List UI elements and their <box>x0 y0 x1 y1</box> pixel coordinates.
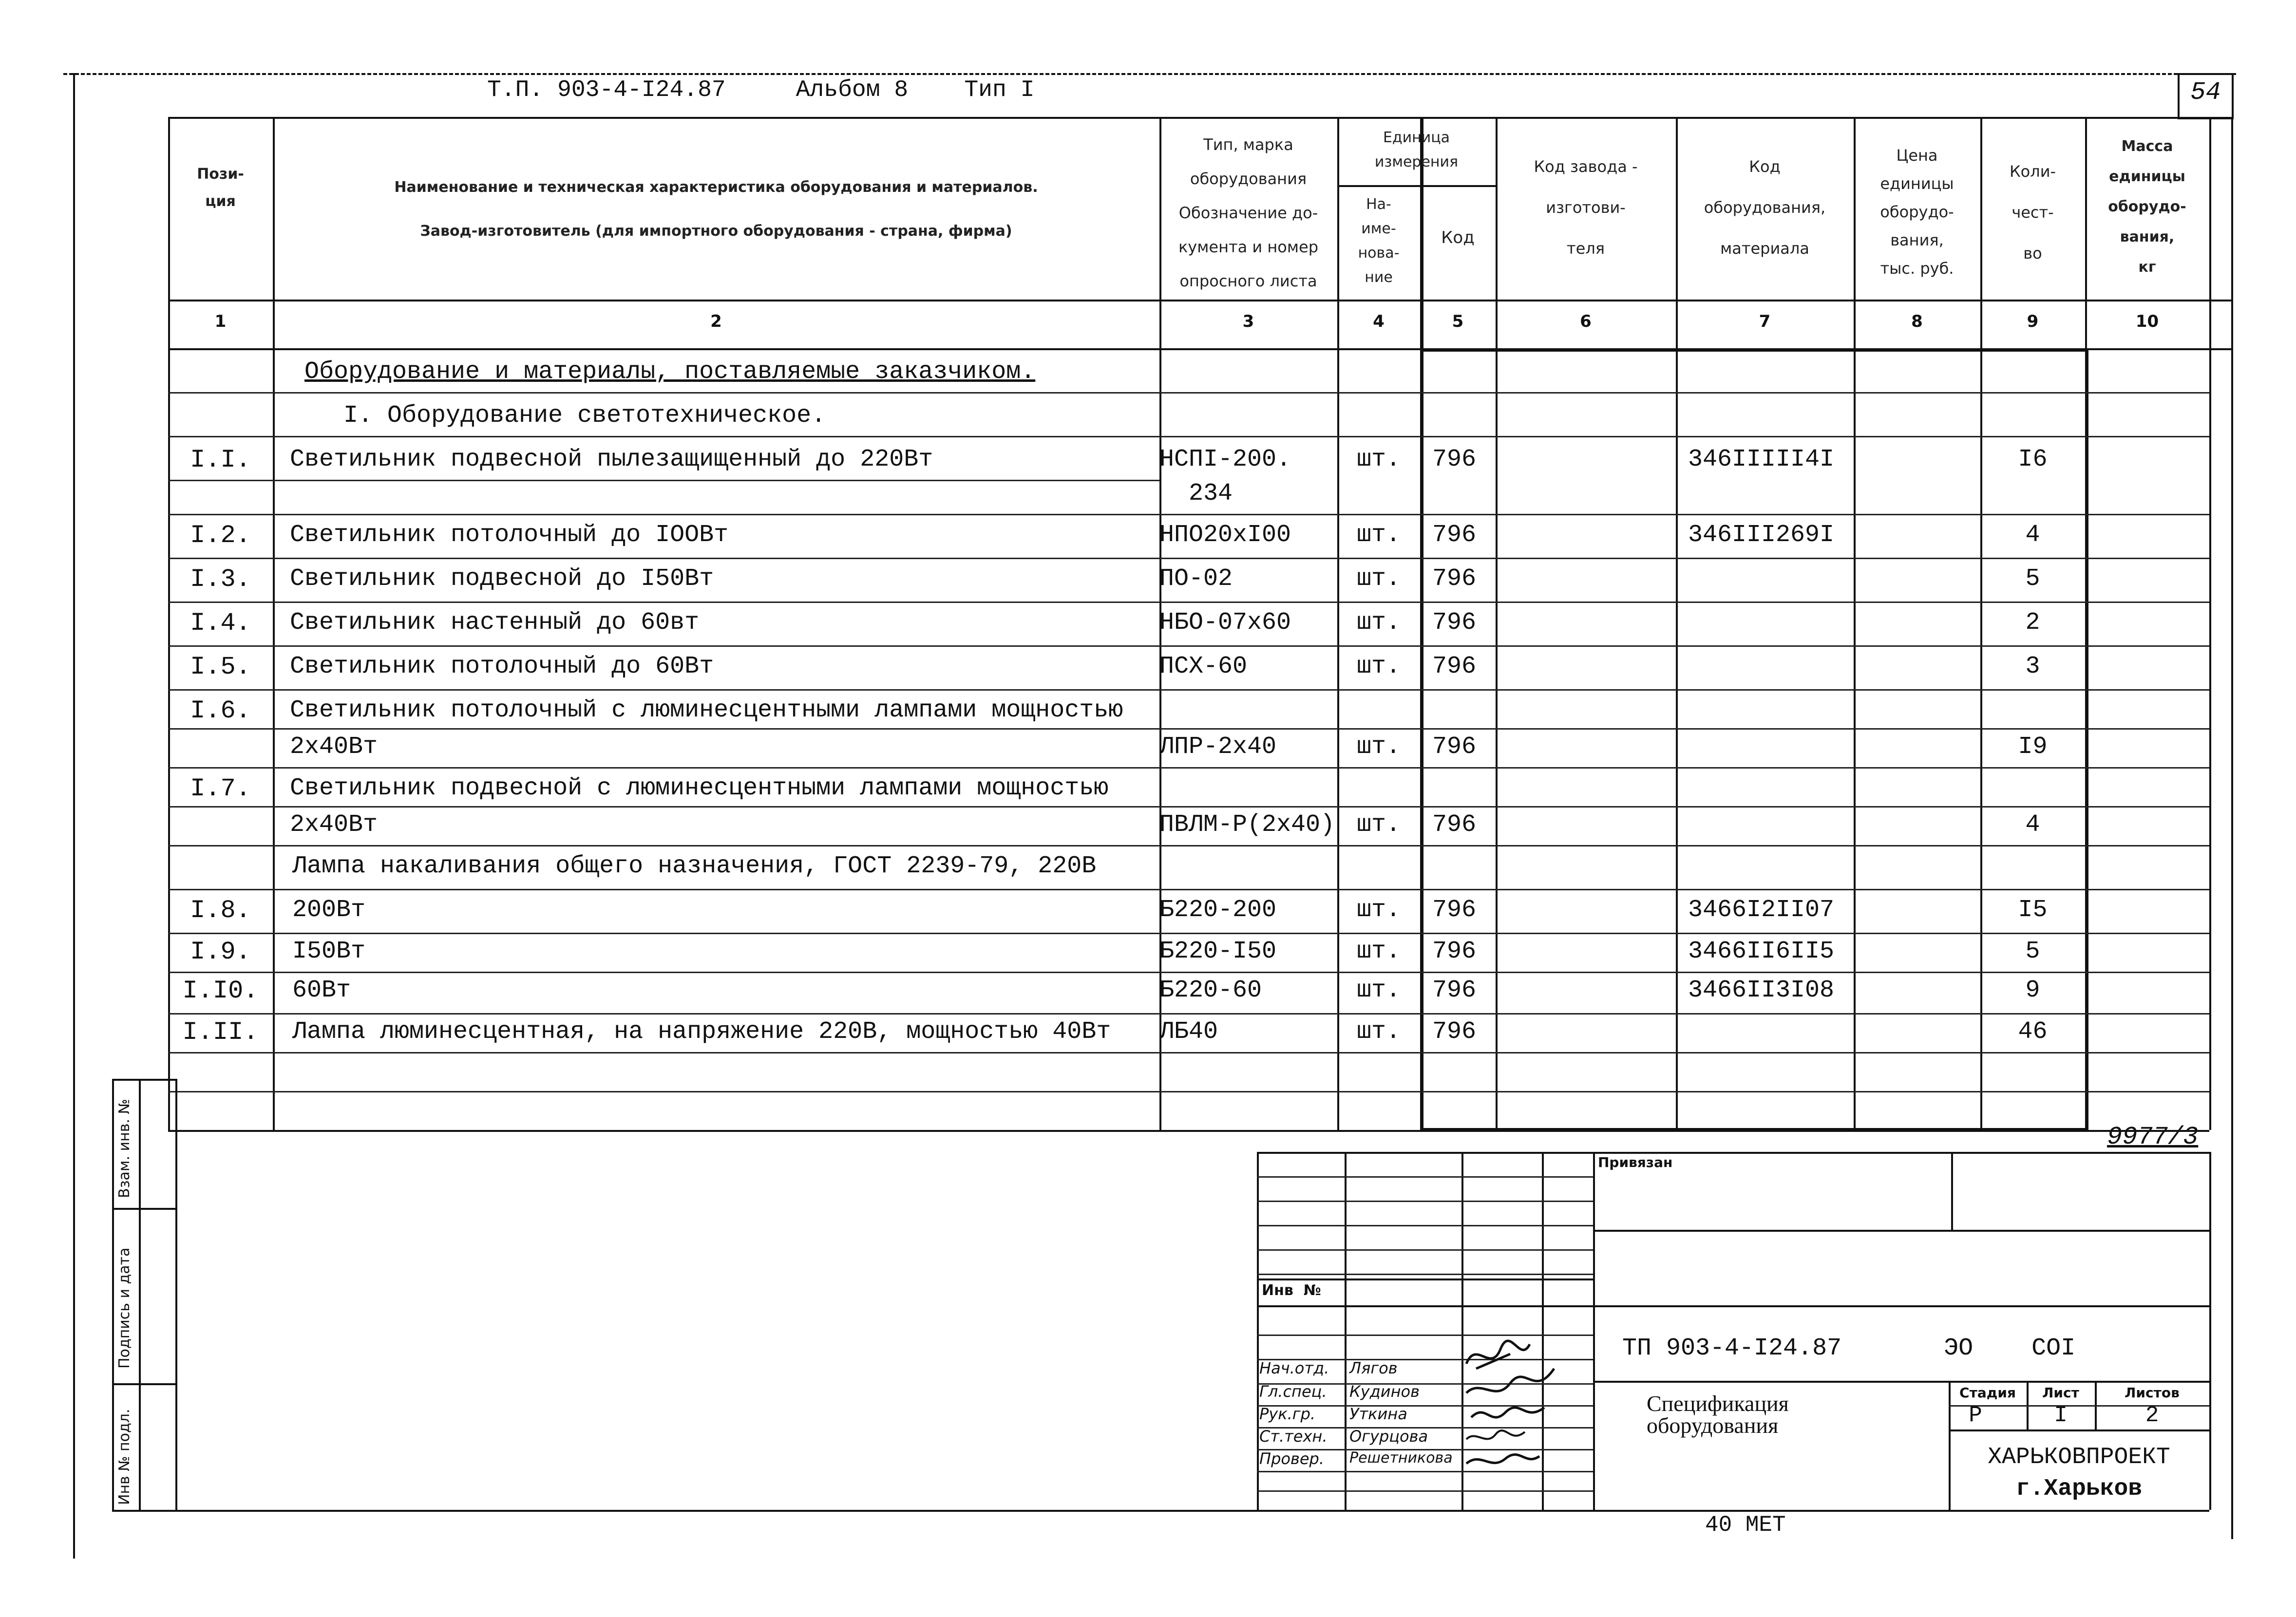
header-col3-line5: опросного листа <box>1179 272 1317 290</box>
row-1-6-name-cont: 2х40Вт <box>290 733 378 761</box>
page-number: 54 <box>2190 78 2221 107</box>
row-1-9-qty: 5 <box>2025 938 2040 965</box>
row-1-11-code: 796 <box>1432 1018 1477 1046</box>
row-line-16 <box>168 1013 2209 1015</box>
tb-signer-role-5: Провер. <box>1259 1449 1324 1468</box>
tb-sig-row13 <box>1257 1490 1593 1492</box>
row-1-1-pos: I.I. <box>190 446 251 474</box>
row-1-10-unit: шт. <box>1356 977 1401 1004</box>
row-1-7-qty: 4 <box>2025 811 2040 839</box>
tb-main-left <box>1593 1152 1595 1510</box>
row-1-10-matcode: 3466II3I08 <box>1688 977 1835 1004</box>
header-col10-line1: Масса <box>2121 138 2173 155</box>
header-col7-line1: Код <box>1749 157 1781 176</box>
header-col3-line2: оборудования <box>1190 169 1307 188</box>
row-1-2-code: 796 <box>1432 521 1477 549</box>
header-col4-line1: На- <box>1366 196 1391 213</box>
signature-scribbles <box>1457 1335 1583 1481</box>
row-1-1-code: 796 <box>1432 446 1477 473</box>
row-1-2-name: Светильник потолочный до IOOВт <box>290 521 729 549</box>
row-1-7-name-cont: 2х40Вт <box>290 811 378 839</box>
header-col3-line3: Обозначение до- <box>1178 204 1318 222</box>
header-col3-line4: кумента и номер <box>1178 238 1319 256</box>
tb-sig-row2 <box>1257 1201 1593 1202</box>
colnum-3: 3 <box>1242 312 1254 331</box>
row-1-6-qty: I9 <box>2018 733 2048 761</box>
header-col6-line1: Код завода - <box>1534 157 1638 176</box>
data-area-top-bold <box>1420 348 2088 352</box>
tb-sig-row3 <box>1257 1225 1593 1226</box>
row-subsection-title: I. Оборудование светотехническое. <box>343 402 826 430</box>
header-col10 <box>2085 132 2209 282</box>
tb-inv-label: Инв № <box>1262 1282 1321 1299</box>
side-stamp-vzam: Взам. инв. № <box>116 1099 133 1198</box>
row-1-5-qty: 3 <box>2025 653 2040 680</box>
side-stamp-top <box>112 1079 175 1081</box>
right-border <box>2231 117 2233 1539</box>
row-1-11-type: ЛБ40 <box>1159 1018 1218 1046</box>
row-line-1 <box>168 392 2209 394</box>
row-line-10 <box>168 767 2209 769</box>
tb-sig-row1 <box>1257 1176 1593 1178</box>
row-section-title: Оборудование и материалы, поставляемые заказчиком. <box>304 358 1036 386</box>
row-1-6-name: Светильник потолочный с люминесцентными лампами мощностью <box>290 696 1123 724</box>
row-1-1-qty: I6 <box>2018 446 2048 473</box>
tb-sig-row4 <box>1257 1249 1593 1251</box>
tb-privyazan-bottom <box>1593 1230 2209 1232</box>
row-1-3-pos: I.3. <box>190 565 251 594</box>
header-col8-line4: вания, <box>1890 231 1944 249</box>
colnum-1: 1 <box>214 312 227 331</box>
bottom-note: 40 МЕТ <box>1705 1512 1786 1538</box>
row-1-6-type: ЛПР-2х40 <box>1159 733 1277 761</box>
header-col5-line1: Код <box>1441 228 1475 247</box>
header-unit-line2: измерения <box>1374 153 1459 170</box>
header-col8 <box>1854 141 1980 282</box>
tb-code-top <box>1593 1305 2209 1307</box>
row-1-8-name: 200Вт <box>292 896 366 924</box>
row-1-7-pos: I.7. <box>190 774 251 803</box>
tb-signer-role-3: Рук.гр. <box>1259 1405 1316 1423</box>
header-unit-line1: Единица <box>1383 129 1450 146</box>
header-col10-line4: вания, <box>2120 228 2175 245</box>
header-bottom-line <box>168 300 2231 301</box>
header-col8-line1: Цена <box>1896 146 1938 165</box>
tb-title-top <box>1593 1381 2209 1383</box>
row-1-9-unit: шт. <box>1356 938 1401 965</box>
header-col1-line1: Пози- <box>197 166 244 183</box>
row-1-8-matcode: 3466I2II07 <box>1688 896 1835 924</box>
tb-signer-name-3: Уткина <box>1349 1405 1407 1423</box>
tb-signer-role-2: Гл.спец. <box>1259 1382 1327 1401</box>
header-col4-line2: име- <box>1361 220 1396 237</box>
row-1-10-name: 60Вт <box>292 977 351 1004</box>
row-1-5-pos: I.5. <box>190 653 251 681</box>
row-line-8 <box>168 689 2209 691</box>
header-col2 <box>273 166 1159 253</box>
header-col2-line1: Наименование и техническая характеристика оборудования и материалов. <box>394 179 1038 196</box>
colnum-5: 5 <box>1452 312 1464 331</box>
header-col3-line1: Тип, марка <box>1203 135 1293 154</box>
row-1-3-qty: 5 <box>2025 565 2040 593</box>
row-1-11-pos: I.II. <box>182 1018 259 1047</box>
side-stamp-div1 <box>112 1208 175 1210</box>
table-bottom-line <box>168 1130 2209 1132</box>
row-line-14 <box>168 933 2209 934</box>
row-1-8-qty: I5 <box>2018 896 2048 924</box>
tb-city: г.Харьков <box>2015 1476 2143 1502</box>
header-col6-line2: изготови- <box>1546 198 1626 217</box>
row-1-3-name: Светильник подвесной до I50Вт <box>290 565 714 593</box>
header-col7-line3: материала <box>1720 239 1809 258</box>
signature-4 <box>1466 1430 1525 1439</box>
header-col7 <box>1676 146 1854 269</box>
row-line-11 <box>168 806 2209 808</box>
header-unit-group <box>1337 126 1496 174</box>
tb-signer-role-1: Нач.отд. <box>1259 1359 1329 1377</box>
row-1-10-type: Б220-60 <box>1159 977 1262 1004</box>
side-stamp-div2 <box>112 1383 175 1385</box>
row-line-2 <box>168 436 2209 437</box>
header-col10-line5: кг <box>2138 259 2156 276</box>
tb-stage-label: Стадия <box>1959 1385 2016 1401</box>
row-1-1-unit: шт. <box>1356 446 1401 473</box>
header-col4-line3: нова- <box>1358 244 1400 262</box>
tb-sig-col1 <box>1345 1152 1347 1510</box>
header-col8-line2: единицы <box>1880 174 1954 193</box>
tb-doc-title-2: оборудования <box>1647 1413 1779 1438</box>
colnum-6: 6 <box>1580 312 1592 331</box>
row-line-6 <box>168 602 2209 603</box>
header-col4-line4: ние <box>1365 269 1393 286</box>
row-1-1-type-cont: 234 <box>1189 480 1233 508</box>
row-1-5-code: 796 <box>1432 653 1477 680</box>
colnum-10: 10 <box>2135 312 2159 331</box>
signature-1 <box>1466 1341 1530 1369</box>
row-1-10-qty: 9 <box>2025 977 2040 1004</box>
row-1-10-pos: I.I0. <box>182 977 259 1005</box>
tb-top <box>1257 1152 2209 1154</box>
header-col8-line5: тыс. руб. <box>1880 259 1954 278</box>
row-line-13 <box>168 889 2209 890</box>
row-1-1-type: НСПI-200. <box>1159 446 1291 473</box>
side-stamp-bottom <box>112 1510 2209 1512</box>
header-col6 <box>1496 146 1676 269</box>
col-5-6-line <box>1496 117 1498 1130</box>
tb-signer-name-2: Кудинов <box>1349 1382 1420 1401</box>
tb-org: ХАРЬКОВПРОЕКТ <box>1988 1444 2170 1470</box>
left-border <box>73 73 75 1559</box>
row-1-2-unit: шт. <box>1356 521 1401 549</box>
header-col3 <box>1159 128 1337 298</box>
tb-right <box>2209 1152 2211 1510</box>
row-line-17 <box>168 1052 2209 1053</box>
row-1-9-matcode: 3466II6II5 <box>1688 938 1835 965</box>
row-1-4-code: 796 <box>1432 609 1477 637</box>
side-stamp-left <box>112 1079 114 1510</box>
tb-stage-bottom <box>1949 1429 2209 1431</box>
row-1-5-type: ПСХ-60 <box>1159 653 1248 680</box>
row-1-4-type: НБО-07х60 <box>1159 609 1291 637</box>
colnum-4: 4 <box>1373 312 1385 331</box>
tb-doc-code: ТП 903-4-I24.87 ЭО СОI <box>1622 1335 2076 1362</box>
row-1-8-code: 796 <box>1432 896 1477 924</box>
tb-sheets-label: Листов <box>2125 1385 2180 1401</box>
row-1-11-name: Лампа люминесцентная, на напряжение 220В, мощностью 40Вт <box>292 1018 1111 1046</box>
row-1-1-name: Светильник подвесной пылезащищенный до 220Вт <box>290 446 933 473</box>
header-col1 <box>168 161 273 215</box>
row-line-7 <box>168 645 2209 647</box>
header-col2-line2: Завод-изготовитель (для импортного оборудования - страна, фирма) <box>420 223 1012 240</box>
tb-doc-title-1: Спецификация <box>1647 1391 1789 1416</box>
row-1-5-name: Светильник потолочный до 60Вт <box>290 653 714 680</box>
col-4-5-line <box>1420 117 1423 1130</box>
tb-sheet-label: Лист <box>2042 1385 2079 1401</box>
top-border <box>63 73 2236 75</box>
row-1-9-name: I50Вт <box>292 938 366 965</box>
header-col9-line1: Коли- <box>2009 162 2056 181</box>
row-1-11-qty: 46 <box>2018 1018 2048 1046</box>
col-1-2-line <box>273 117 275 1130</box>
tb-inv-row-bottom <box>1257 1305 1593 1307</box>
tb-sheet-value: I <box>2054 1403 2068 1428</box>
corner-code: 9977/3 <box>2107 1123 2199 1151</box>
row-1-1-matcode: 346IIIII4I <box>1688 446 1835 473</box>
header-col8-line3: оборудо- <box>1880 203 1954 221</box>
header-col7-line2: оборудования, <box>1704 198 1826 217</box>
signature-5 <box>1466 1454 1539 1464</box>
row-1-2-type: НПО20хI00 <box>1159 521 1291 549</box>
row-1-9-type: Б220-I50 <box>1159 938 1277 965</box>
row-1-4-pos: I.4. <box>190 609 251 638</box>
colnum-2: 2 <box>710 312 722 331</box>
row-1-3-type: ПО-02 <box>1159 565 1233 593</box>
tb-sig-row5 <box>1257 1274 1593 1275</box>
row-line-9 <box>168 728 2209 730</box>
row-line-12 <box>168 845 2209 846</box>
row-line-18 <box>168 1091 2209 1092</box>
tb-signer-role-4: Ст.техн. <box>1259 1427 1328 1446</box>
header-col9-line3: во <box>2023 244 2042 263</box>
row-1-4-name: Светильник настенный до 60вт <box>290 609 700 637</box>
row-1-3-unit: шт. <box>1356 565 1401 593</box>
header-col10-line3: оборудо- <box>2108 198 2186 215</box>
header-col9-line2: чест- <box>2011 203 2054 222</box>
row-line-3 <box>168 480 1159 481</box>
row-1-9-pos: I.9. <box>190 938 251 966</box>
row-1-8-unit: шт. <box>1356 896 1401 924</box>
tb-left <box>1257 1152 1259 1510</box>
row-1-11-unit: шт. <box>1356 1018 1401 1046</box>
row-1-6-pos: I.6. <box>190 696 251 725</box>
col-6-7-line <box>1676 117 1678 1130</box>
row-1-2-pos: I.2. <box>190 521 251 550</box>
tb-stage-value: Р <box>1969 1403 1982 1428</box>
header-col5 <box>1420 224 1496 251</box>
row-1-6-code: 796 <box>1432 733 1477 761</box>
unit-group-split <box>1337 185 1496 187</box>
tb-signer-name-5: Решетникова <box>1349 1449 1453 1467</box>
row-1-2-qty: 4 <box>2025 521 2040 549</box>
tb-privyazan-label: Привязан <box>1598 1154 1673 1170</box>
row-line-4 <box>168 514 2209 515</box>
row-1-3-code: 796 <box>1432 565 1477 593</box>
tb-signer-name-4: Огурцова <box>1349 1427 1428 1446</box>
document-top-label: Т.П. 903-4-I24.87 Альбом 8 Тип I <box>487 77 1035 103</box>
row-1-4-qty: 2 <box>2025 609 2040 637</box>
side-stamp-inv-podl: Инв № подл. <box>116 1409 133 1505</box>
row-1-7-type: ПВЛМ-Р(2х40) <box>1159 811 1335 839</box>
row-1-10-code: 796 <box>1432 977 1477 1004</box>
col-right-line <box>2209 117 2211 1130</box>
colnum-8: 8 <box>1911 312 1923 331</box>
row-1-6-unit: шт. <box>1356 733 1401 761</box>
row-line-15 <box>168 972 2209 973</box>
side-stamp-mid <box>139 1079 141 1510</box>
header-col10-line2: единицы <box>2109 168 2185 185</box>
side-stamp-right <box>175 1079 177 1510</box>
row-1-7-code: 796 <box>1432 811 1477 839</box>
row-1-9-code: 796 <box>1432 938 1477 965</box>
row-1-8-pos: I.8. <box>190 896 251 925</box>
tb-signer-name-1: Лягов <box>1349 1359 1398 1377</box>
header-col4 <box>1337 192 1420 290</box>
row-lamp-group-title: Лампа накаливания общего назначения, ГОСТ 2239-79, 220В <box>292 852 1097 880</box>
tb-sheets-value: 2 <box>2145 1403 2159 1428</box>
row-1-7-name: Светильник подвесной с люминесцентными лампами мощностью <box>290 774 1109 802</box>
row-line-5 <box>168 558 2209 559</box>
colnum-7: 7 <box>1759 312 1771 331</box>
row-1-7-unit: шт. <box>1356 811 1401 839</box>
row-1-8-type: Б220-200 <box>1159 896 1277 924</box>
colnum-9: 9 <box>2027 312 2039 331</box>
table-top-line <box>168 117 2231 119</box>
header-col1-line2: ция <box>205 193 236 210</box>
side-stamp-podpis: Подпись и дата <box>116 1247 133 1369</box>
row-1-4-unit: шт. <box>1356 609 1401 637</box>
header-col6-line3: теля <box>1566 239 1605 258</box>
tb-inv-row-top <box>1257 1279 1593 1280</box>
row-1-2-matcode: 346III269I <box>1688 521 1835 549</box>
signature-2 <box>1466 1369 1554 1393</box>
tb-privyazan-div <box>1951 1152 1953 1230</box>
header-col9 <box>1980 151 2085 274</box>
row-1-5-unit: шт. <box>1356 653 1401 680</box>
signature-3 <box>1471 1408 1544 1417</box>
